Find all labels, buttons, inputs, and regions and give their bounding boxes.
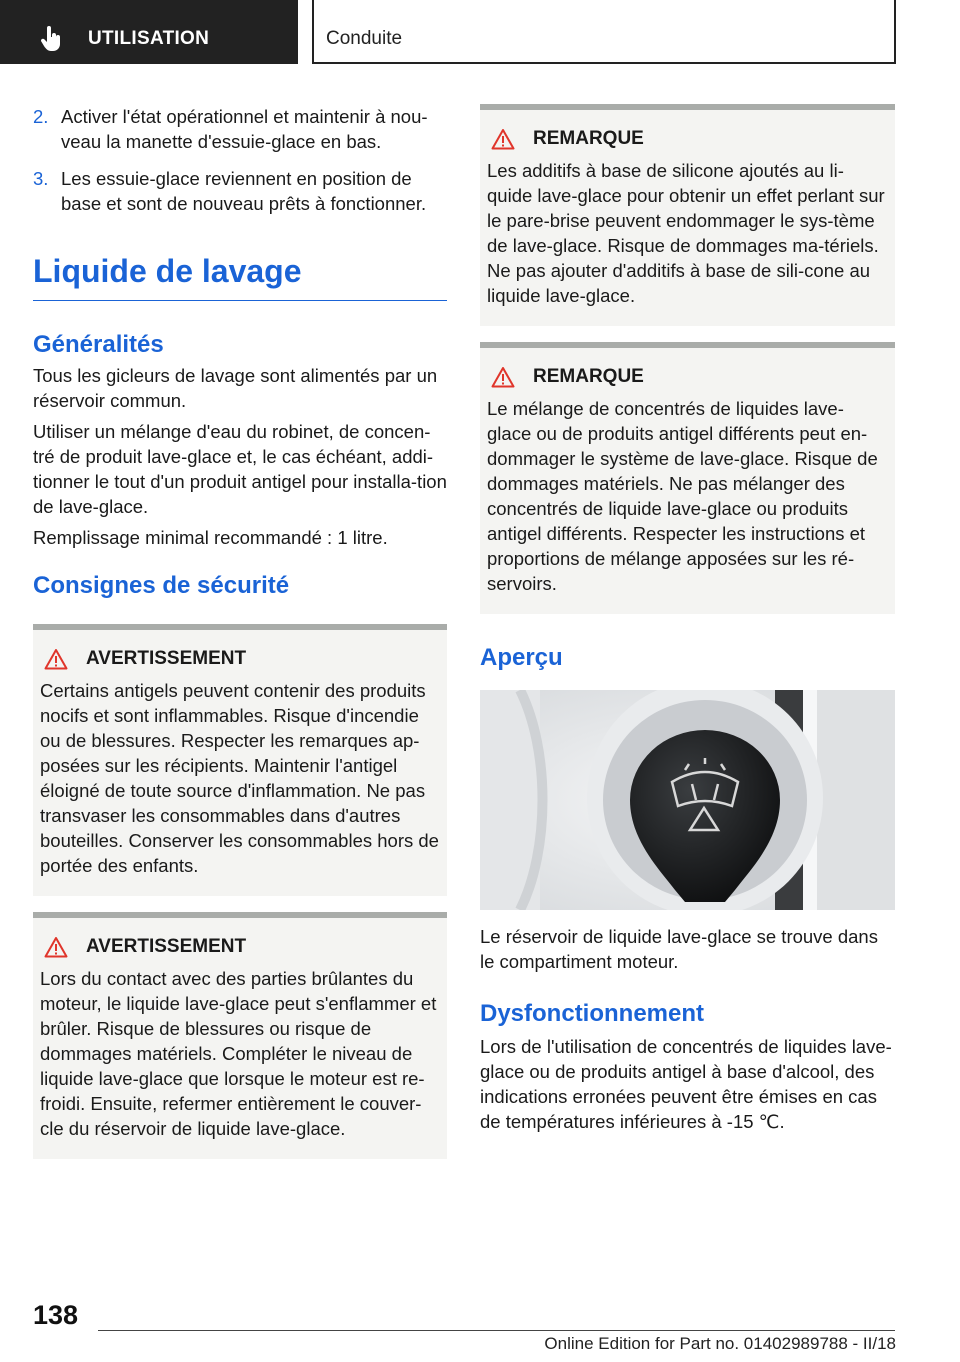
warning-title <box>40 646 439 672</box>
photo-caption: Le réservoir de liquide lave-glace se trouve dans le compartiment moteur. <box>480 926 878 972</box>
step-text: Activer l'état opérationnel et maintenir à nou-veau la manette d'essuie-glace en bas. <box>61 106 428 152</box>
note-box <box>480 342 895 614</box>
warning-triangle-icon <box>44 648 68 670</box>
heading-apercu: Aperçu <box>480 644 563 671</box>
heading-dysfonctionnement: Dysfonctionnement <box>480 1000 705 1027</box>
hand-pointer-icon <box>40 26 62 52</box>
section-title: UTILISATION <box>88 28 210 49</box>
warning-label: AVERTISSEMENT <box>86 648 247 669</box>
warning-triangle-icon <box>44 936 68 958</box>
footer-divider <box>98 1330 895 1331</box>
step-number: 2. <box>33 106 49 127</box>
warning-text: Lors du contact avec des parties brûlantes du moteur, le liquide lave-glace peut s'enflammer et brûler. Risque de blessures ou risque de dommages matériels. Compléter le niveau de liquide lave-glace que lorsque le moteur est re-froidi. Ensuite, refermer entièrement le couver-cle du réservoir de liquide lave-glace. <box>40 968 437 1139</box>
step-list <box>33 104 447 216</box>
note-text: Le mélange de concentrés de liquides lave-glace ou de produits antigel différents peut en-dommager le système de lave-glace. Risque de dommages matériels. Ne pas mélanger des concentrés de liquide lave-glace ou produits antigel différents. Respecter les instructions et proportions de mélange apposées sur les ré-servoirs. <box>487 398 878 594</box>
warning-box <box>33 912 447 1159</box>
section-tab[interactable] <box>0 0 298 64</box>
step-item <box>33 104 447 154</box>
heading-generalites: Généralités <box>33 331 164 358</box>
warning-label: AVERTISSEMENT <box>86 936 247 957</box>
warning-triangle-icon <box>491 128 515 150</box>
footer-edition: Online Edition for Part no. 01402989788 - II/18 <box>544 1334 896 1353</box>
heading-consignes: Consignes de sécurité <box>33 572 290 599</box>
note-title <box>487 126 887 152</box>
washer-reservoir-photo <box>480 690 895 910</box>
warning-triangle-icon <box>491 366 515 388</box>
right-column <box>480 104 895 1134</box>
step-text: Les essuie-glace reviennent en position de base et sont de nouveau prêts à fonctionner. <box>61 168 427 214</box>
paragraph: Utiliser un mélange d'eau du robinet, de concen-tré de produit lave-glace et, le cas échéant, addi-tionner le tout d'un produit antigel pour installa-tion de lave-glace. <box>33 421 447 517</box>
paragraph: Lors de l'utilisation de concentrés de liquides lave-glace ou de produits antigel à base d'alcool, des indications erronées peuvent être émises en cas de températures inférieures à -15 ℃. <box>480 1036 892 1132</box>
step-item <box>33 166 447 216</box>
paragraph: Remplissage minimal recommandé : 1 litre. <box>33 527 388 548</box>
step-number: 3. <box>33 168 49 189</box>
note-title <box>487 364 887 390</box>
page-number: 138 <box>33 1300 79 1330</box>
note-label: REMARQUE <box>533 128 644 149</box>
note-text: Les additifs à base de silicone ajoutés au li-quide lave-glace pour obtenir un effet perlant sur le pare-brise peuvent endommager le sys-tème de lave-glace. Risque de dommages ma-tériels. Ne pas ajouter d'additifs à base de sili-cone au liquide lave-glace. <box>487 160 885 306</box>
warning-text: Certains antigels peuvent contenir des produits nocifs et sont inflammables. Risque d'incendie ou de blessures. Respecter les remarques ap-posées sur les récipients. Maintenir l'antigel éloigné de toute source d'inflammation. Ne pas transvaser les consommables dans d'autres bouteilles. Conserver les consommables hors de portée des enfants. <box>40 680 439 876</box>
note-label: REMARQUE <box>533 366 644 387</box>
chapter-tab[interactable] <box>312 0 896 64</box>
paragraph: Tous les gicleurs de lavage sont alimentés par un réservoir commun. <box>33 365 438 411</box>
chapter-title: Conduite <box>326 28 403 49</box>
left-column <box>33 104 447 1159</box>
note-box <box>480 104 895 326</box>
warning-box <box>33 624 447 896</box>
page-title: Liquide de lavage <box>33 254 447 301</box>
warning-title <box>40 934 439 960</box>
page-header <box>0 0 960 66</box>
